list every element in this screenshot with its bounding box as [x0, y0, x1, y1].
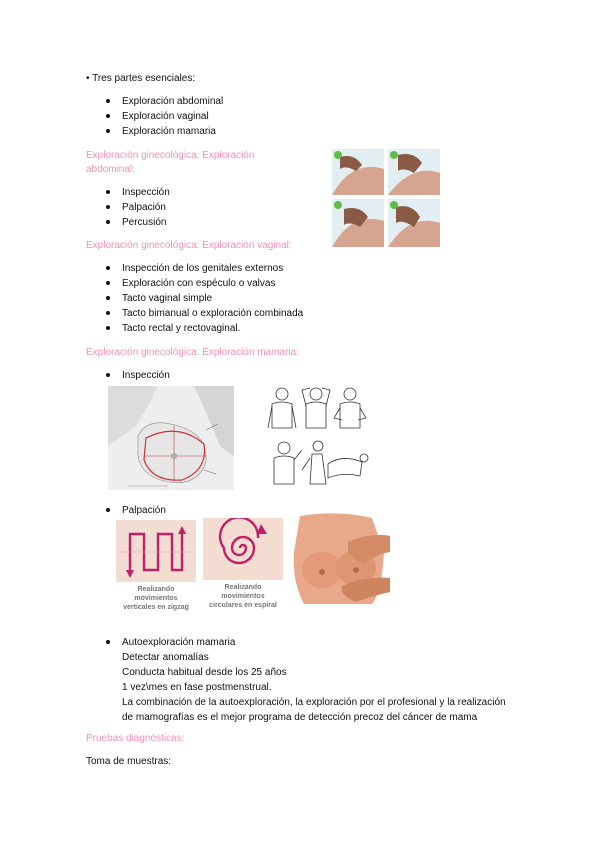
mam-item-palpacion: Palpación [122, 505, 166, 516]
auto-line-2: Conducta habitual desde los 25 años [122, 667, 287, 678]
bullet [106, 296, 110, 300]
auto-line-4: La combinación de la autoexploración, la exploración por el profesional y la realización [122, 697, 506, 708]
bullet [106, 326, 110, 330]
breast-self-exam-figures [266, 384, 370, 494]
bullet [106, 281, 110, 285]
zigzag-caption-1: Realizando [137, 586, 175, 593]
intro-line: • Tres partes esenciales: [86, 73, 196, 84]
bullet [106, 190, 110, 194]
bullet [106, 114, 110, 118]
auto-label: Autoexploración mamaria [122, 637, 236, 648]
heading-vaginal: Exploración ginecológica: Exploración vaginal: [86, 240, 292, 251]
heading-pruebas: Pruebas diagnósticas: [86, 733, 185, 744]
abd-item-palpacion: Palpación [122, 202, 166, 213]
abdominal-exam-photos [332, 149, 442, 247]
auto-line-5: de mamografías es el mejor programa de detección precoz del cáncer de mama [122, 712, 478, 723]
bullet [106, 311, 110, 315]
toma-muestras: Toma de muestras: [86, 756, 172, 767]
vag-item-4: Tacto bimanual o exploración combinada [122, 308, 304, 319]
breast-anatomy-illustration [108, 386, 234, 490]
vag-item-5: Tacto rectal y rectovaginal. [122, 323, 241, 334]
zigzag-caption-2: movimientos [134, 595, 178, 602]
breast-model-photo [286, 512, 390, 608]
part-abdominal: Exploración abdominal [122, 96, 224, 107]
zigzag-caption-3: verticales en zigzag [123, 604, 189, 611]
mam-item-inspeccion: Inspección [122, 370, 170, 381]
spiral-caption-1: Realizando [224, 584, 262, 591]
part-mamaria: Exploración mamaria [122, 126, 216, 137]
vag-item-2: Exploración con espéculo o valvas [122, 278, 276, 289]
zigzag-palpation-diagram [116, 520, 196, 614]
heading-mamaria: Exploración ginecológica: Exploración mamaria: [86, 347, 299, 358]
auto-line-1: Detectar anomalías [122, 652, 209, 663]
heading-abdominal-2: abdominal: [86, 164, 135, 175]
bullet [106, 640, 110, 644]
bullet [106, 220, 110, 224]
abd-item-inspeccion: Inspección [122, 187, 170, 198]
abd-item-percusion: Percusión [122, 217, 167, 228]
vag-item-1: Inspección de los genitales externos [122, 263, 284, 274]
bullet [106, 205, 110, 209]
auto-line-3: 1 vez\mes en fase postmenstrual. [122, 682, 272, 693]
vag-item-3: Tacto vaginal simple [122, 293, 213, 304]
spiral-caption-3: circulares en espiral [209, 602, 277, 609]
part-vaginal: Exploración vaginal [122, 111, 209, 122]
bullet [106, 373, 110, 377]
spiral-caption-2: movimientos [221, 593, 265, 600]
bullet [106, 129, 110, 133]
spiral-palpation-diagram [203, 518, 283, 612]
bullet [106, 99, 110, 103]
bullet [106, 508, 110, 512]
bullet [106, 266, 110, 270]
heading-abdominal-1: Exploración ginecológica: Exploración [86, 150, 255, 161]
